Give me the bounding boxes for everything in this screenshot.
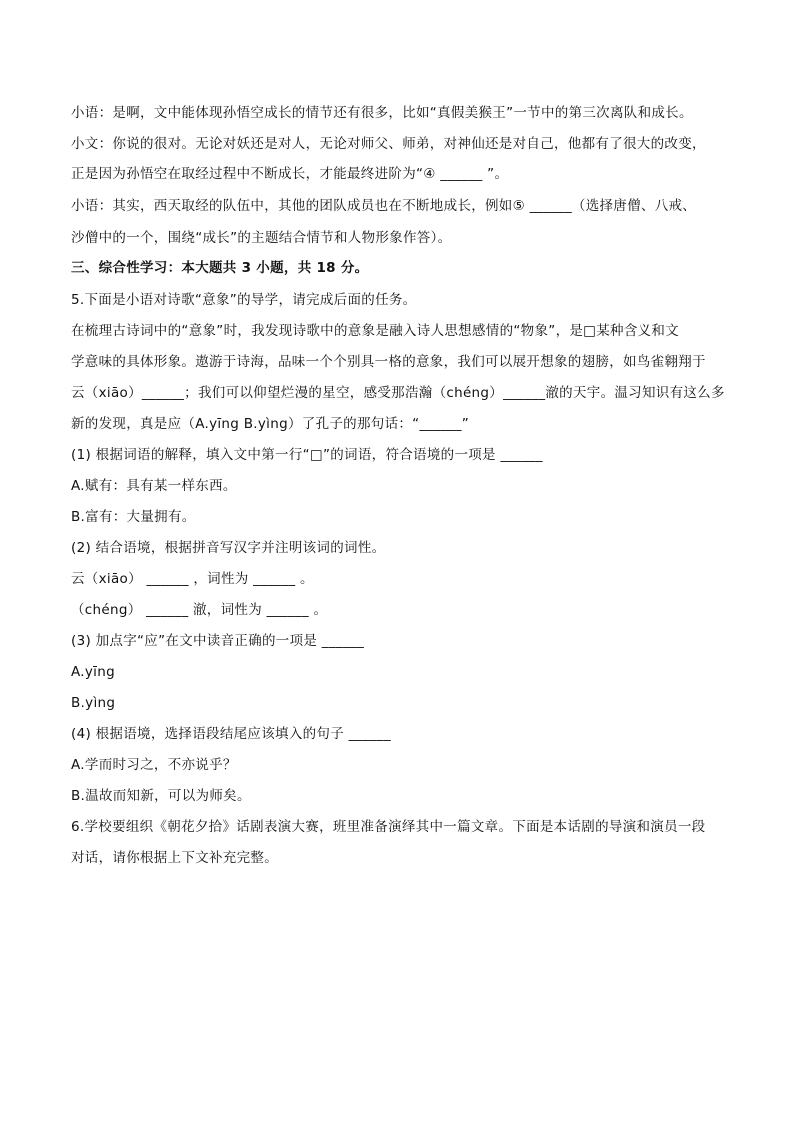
dialogue-line: 小文：你说的很对。无论对妖还是对人，无论对师父、师弟，对神仙还是对自己，他都有了很大的改变，	[71, 136, 706, 152]
passage-line: 在梳理古诗词中的“意象”时，我发现诗歌中的意象是融入诗人思想感情的“物象”，是□某种含义和文	[71, 323, 680, 339]
option: A.赋有：具有某一样东西。	[71, 478, 237, 494]
sub-question: (3) 加点字“应”在文中读音正确的一项是 ______	[71, 633, 365, 649]
passage-line: 新的发现，真是应（A.yīng B.yìng）了孔子的那句话：“______”	[71, 416, 470, 432]
sub-question: (4) 根据语境，选择语段结尾应该填入的句子 ______	[71, 726, 391, 742]
passage-line: 学意味的具体形象。遨游于诗海，品味一个个别具一格的意象，我们可以展开想象的翅膀，如鸟雀翱翔于	[71, 354, 706, 370]
question-title: 5.下面是小语对诗歌“意象”的导学，请完成后面的任务。	[71, 292, 417, 308]
option: B.yìng	[71, 695, 116, 711]
dialogue-line: 小语：其实，西天取经的队伍中，其他的团队成员也在不断地成长，例如⑤ ______（选择唐僧、八戒、	[71, 198, 697, 214]
dialogue-line: 正是因为孙悟空在取经过程中不断成长，才能最终进阶为“④ ______ ”。	[71, 166, 509, 182]
fill-in-line: 云（xiāo） ______ ，词性为 ______ 。	[71, 571, 314, 587]
option: A.学而时习之，不亦说乎？	[71, 757, 237, 773]
sub-question: (1) 根据词语的解释，填入文中第一行“□”的词语，符合语境的一项是 ______	[71, 447, 543, 463]
section-heading: 三、综合性学习：本大题共 3 小题，共 18 分。	[71, 260, 369, 276]
fill-in-line: （chéng） ______ 澈，词性为 ______ 。	[71, 602, 328, 618]
option: B.温故而知新，可以为师矣。	[71, 788, 251, 804]
option: A.yīng	[71, 664, 115, 680]
dialogue-line: 沙僧中的一个，围绕“成长”的主题结合情节和人物形象作答）。	[71, 230, 452, 246]
question-title: 6.学校要组织《朝花夕拾》话剧表演大赛，班里准备演绎其中一篇文章。下面是本话剧的导演和演员一段	[71, 819, 706, 835]
option: B.富有：大量拥有。	[71, 509, 196, 525]
dialogue-line: 小语：是啊，文中能体现孙悟空成长的情节还有很多，比如“真假美猴王”一节中的第三次离队和成长。	[71, 105, 693, 121]
passage-line: 云（xiāo）______；我们可以仰望烂漫的星空，感受那浩瀚（chéng）______澈的天宇。温习知识有这么多	[71, 385, 725, 401]
sub-question: (2) 结合语境，根据拼音写汉字并注明该词的词性。	[71, 540, 386, 556]
question-line: 对话，请你根据上下文补充完整。	[71, 850, 278, 866]
